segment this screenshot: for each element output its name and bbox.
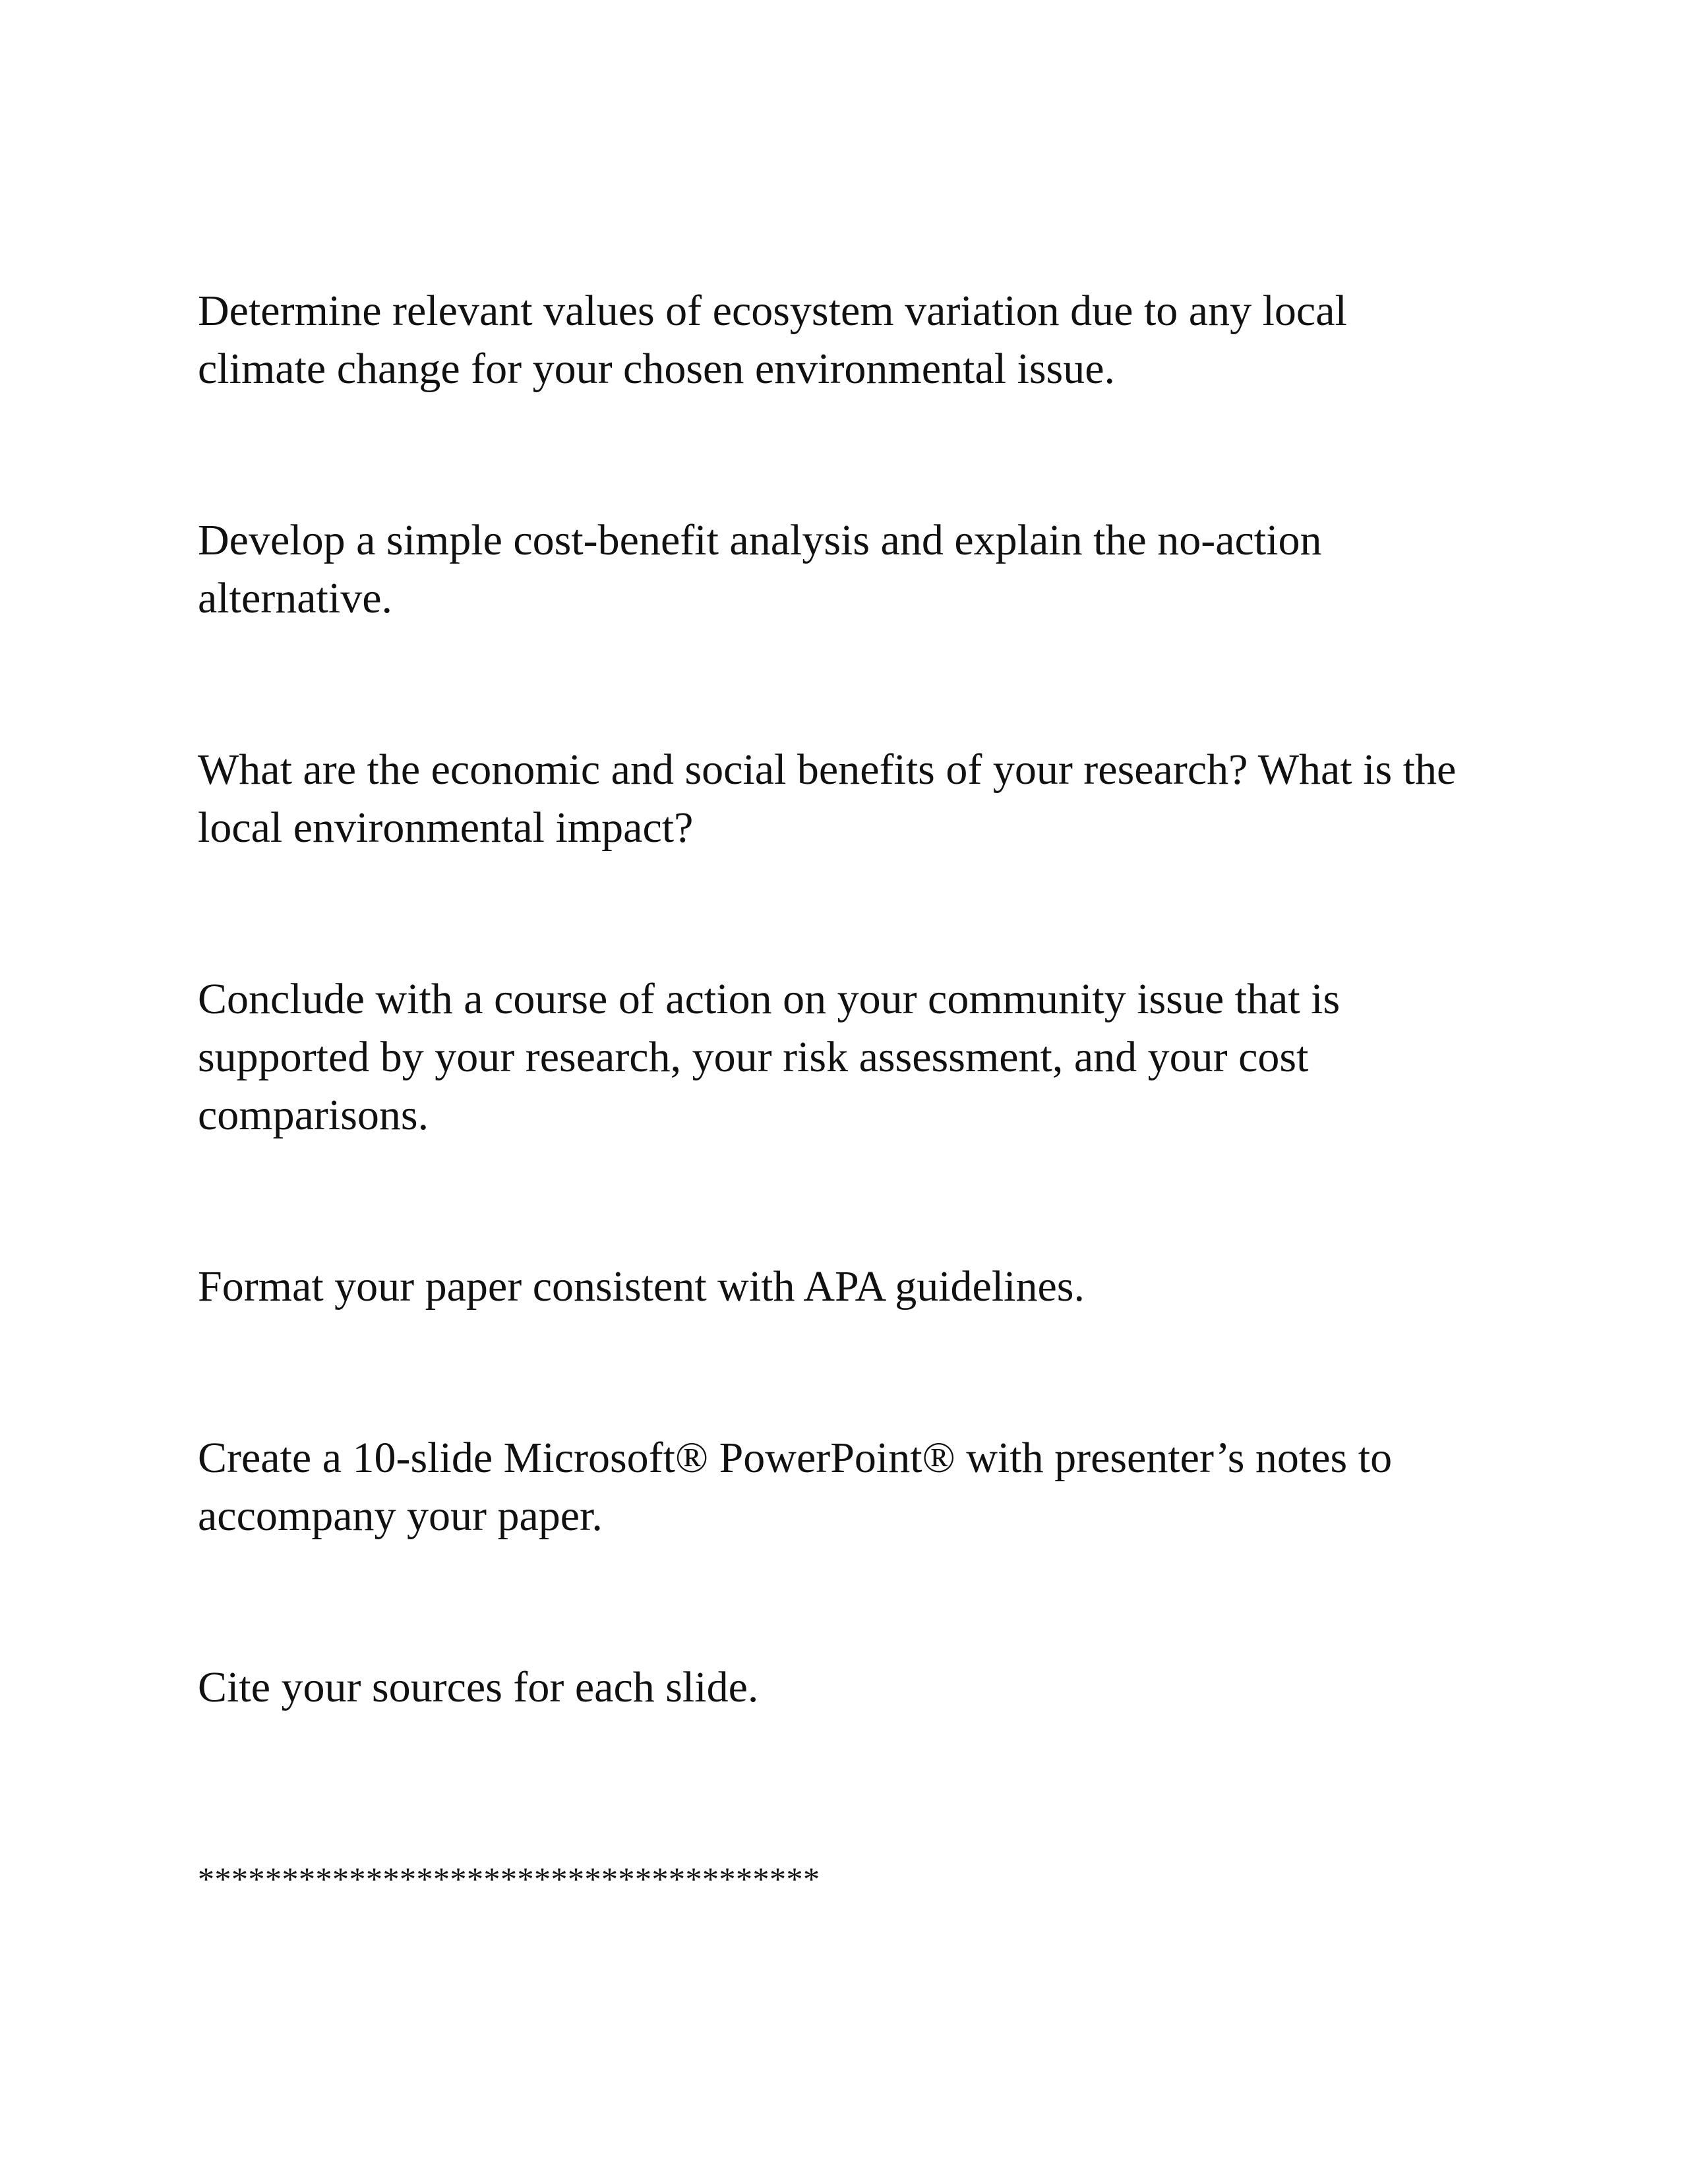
asterisk-separator: *************************************: [198, 1860, 820, 1897]
paragraph-course-of-action: Conclude with a course of action on your community issue that is supported by your research, your risk assessment, and your cost comparisons.: [198, 975, 1341, 1139]
paragraph-ecosystem-values: Determine relevant values of ecosystem variation due to any local climate change for your chosen environmental issue.: [198, 287, 1347, 393]
paragraph-benefits-impact: What are the economic and social benefits of your research? What is the local environmental impact?: [198, 746, 1457, 852]
paragraph-cite-sources: Cite your sources for each slide.: [198, 1663, 759, 1711]
paragraph-powerpoint: Create a 10-slide Microsoft® PowerPoint® with presenter’s notes to accompany your paper.: [198, 1434, 1393, 1540]
paragraph-apa-format: Format your paper consistent with APA guidelines.: [198, 1262, 1085, 1311]
paragraph-cost-benefit: Develop a simple cost-benefit analysis and explain the no-action alternative.: [198, 516, 1322, 622]
